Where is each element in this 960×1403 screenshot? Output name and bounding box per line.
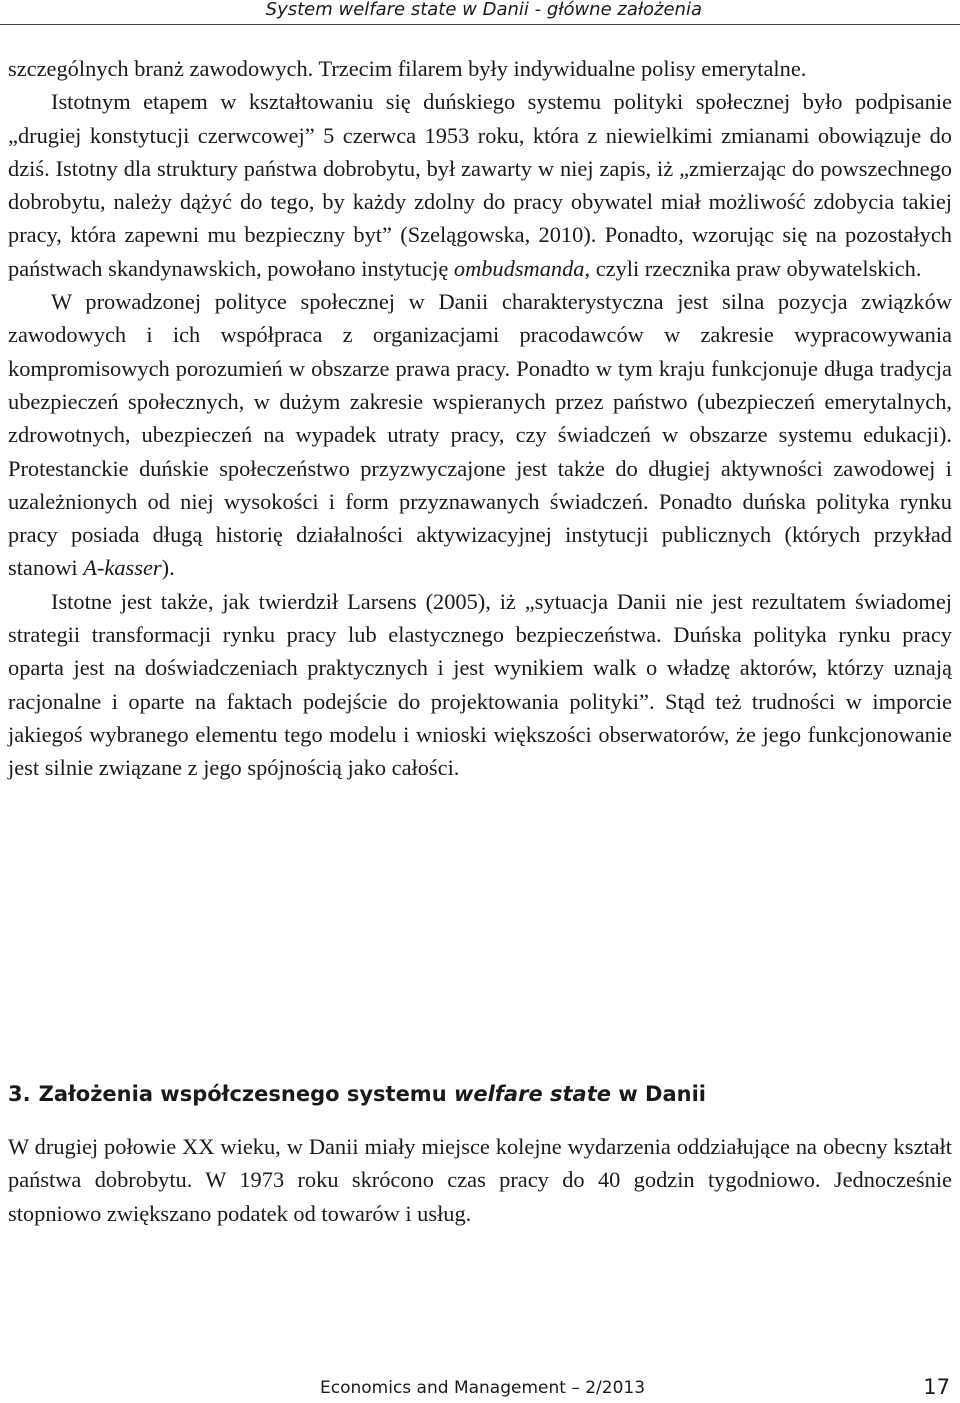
running-title: System welfare state w Danii - główne założenia [265,0,702,20]
page-footer [0,1374,960,1402]
section-number: 3. [8,1082,31,1107]
paragraph-social-policy [8,285,952,585]
section-paragraph: W drugiej połowie XX wieku, w Danii miały miejsce kolejne wydarzenia oddziałujące na obecny kształt państwa dobrobytu. W 1973 roku skrócono czas pracy do 40 godzin tygodniowo. Jednocześnie stopniowo zwiększano podatek od towarów i usług. [8,1134,952,1226]
page-number: 17 [923,1375,950,1399]
section-heading [8,1074,706,1114]
journal-title: Economics and Management – 2/2013 [320,1378,646,1398]
paragraph-constitution-text: Istotnym etapem w kształtowaniu się duńskiego systemu polityki społecznej było podpisanie „drugiej konstytucji czerwcowej” 5 czerwca 1953 roku, która z niewielkimi zmianami obowiązuje do dziś. Istotny dla struktury państwa dobrobytu, był zawarty w niej zapis, iż „zmierzając do powszechnego dobrobytu, należy dążyć do tego, by każdy zdolny do pracy obywatel miał możliwość zdobycia takiej pracy, która zapewni mu bezpieczny byt” (Szelągowska, 2010). Ponadto, wzorując się na pozostałych państwach skandynawskich, powołano instytucję [8,89,952,281]
paragraph-larsens-text: Istotne jest także, jak twierdził Larsens (2005), iż „sytuacja Danii nie jest rezultatem świadomej strategii transformacji rynku pracy lub elastycznego bezpieczeństwa. Duńska polityka rynku pracy oparta jest na doświadczeniach praktycznych i jest wynikiem walk o władzę aktorów, którzy uznają racjonalne i oparte na faktach podejście do projektowania polityki”. Stąd też trudności w imporcie jakiegoś wybranego elementu tego modelu i wnioski większości obserwatorów, że jego funkcjonowanie jest silnie związane z jego spójnością jako całości. [8,588,952,781]
section-title-end: w Danii [618,1082,706,1107]
ombudsman-term: ombudsmanda [453,255,585,281]
section-title-italic: welfare state [453,1082,612,1107]
paragraph-continuation-text: szczególnych branż zawodowych. Trzecim filarem były indywidualne polisy emerytalne. [8,56,807,81]
running-header [0,0,960,25]
paragraph-constitution [8,85,952,285]
section-body [8,1130,952,1230]
paragraph-continuation [8,52,952,85]
paragraph-social-policy-text: W prowadzonej polityce społecznej w Danii charakterystyczna jest silna pozycja związków zawodowych i ich współpraca z organizacjami pracodawców w zakresie wypracowywania kompromisowych porozumień w obszarze prawa pracy. Ponadto w tym kraju funkcjonuje długa tradycja ubezpieczeń społecznych, w dużym zakresie wspieranych przez państwo (ubezpieczeń emerytalnych, zdrowotnych, ubezpieczeń na wypadek utraty pracy, czy świadczeń w obszarze systemu edukacji). Protestanckie duńskie społeczeństwo przyzwyczajone jest także do długiej aktywności zawodowej i uzależnionych od niej wysokości i form przyznawanych świadczeń. Ponadto duńska polityka rynku pracy posiada długą historię działalności aktywizacyjnej instytucji publicznych (których przykład stanowi [8,289,952,581]
section-title-start: Założenia współczesnego systemu [38,1082,447,1107]
paragraph-larsens [8,585,952,785]
body-text [8,52,952,785]
paragraph-constitution-end: , czyli rzecznika praw obywatelskich. [584,255,922,281]
a-kasser-term: A-kasser [83,555,162,581]
paragraph-social-policy-end: ). [161,555,175,581]
